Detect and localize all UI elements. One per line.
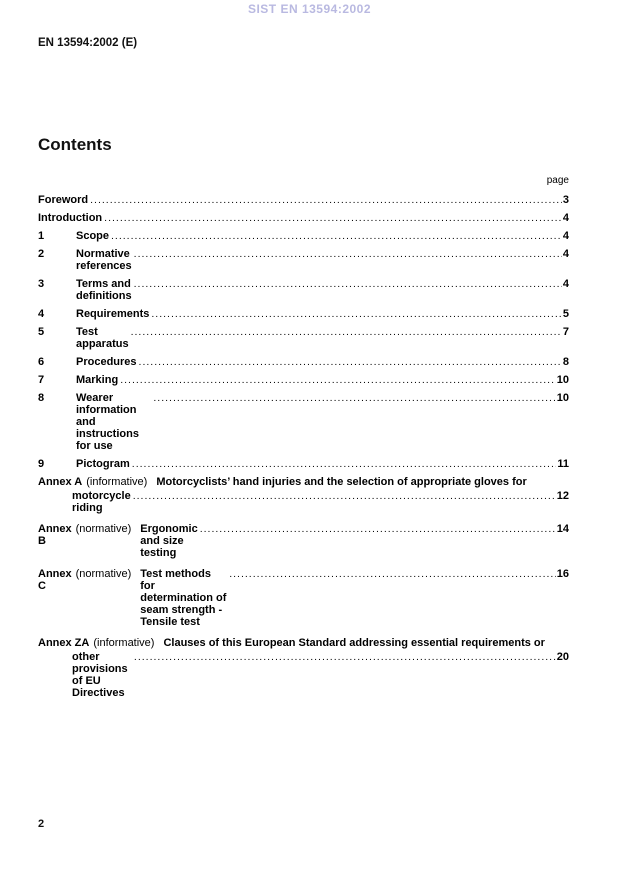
toc-entry-number: 9 xyxy=(38,458,45,470)
toc-entry-title: Test apparatus xyxy=(76,326,129,350)
toc-entry-qualifier: (informative) xyxy=(93,637,155,649)
toc-entry-title: Scope xyxy=(76,230,110,242)
toc-entry xyxy=(38,458,569,470)
toc-entry xyxy=(38,568,569,628)
toc-entry xyxy=(38,637,569,699)
toc-entry-title-continuation: motorcycle riding xyxy=(72,490,131,514)
toc-entry-title: Clauses of this European Standard addressing essential requirements or xyxy=(163,637,545,649)
toc-entry-annex-prefix: Annex A xyxy=(38,476,83,488)
toc-entry-title: Test methods for determination of seam strength - Tensile test xyxy=(140,568,227,628)
dotted-leader xyxy=(134,651,556,663)
contents-heading: Contents xyxy=(38,135,112,154)
toc-entry-number: 6 xyxy=(38,356,45,368)
document-reference: EN 13594:2002 (E) xyxy=(38,37,138,49)
toc-entry xyxy=(38,230,569,242)
toc-entry-page: 3 xyxy=(562,194,569,206)
toc-entry xyxy=(38,476,569,514)
table-of-contents xyxy=(38,175,569,708)
toc-entry-page: 4 xyxy=(562,278,569,290)
dotted-leader xyxy=(111,230,562,242)
toc-entry xyxy=(38,308,569,320)
toc-entry xyxy=(38,374,569,386)
toc-entry xyxy=(38,392,569,452)
toc-entry-page: 14 xyxy=(556,523,569,535)
toc-entry-number: 2 xyxy=(38,248,45,260)
watermark-standard-id: SIST EN 13594:2002 xyxy=(247,2,372,16)
dotted-leader xyxy=(139,356,562,368)
toc-entry-title: Marking xyxy=(76,374,119,386)
dotted-leader xyxy=(132,458,557,470)
toc-entry-number: 3 xyxy=(38,278,45,290)
dotted-leader xyxy=(90,194,562,206)
toc-entry xyxy=(38,356,569,368)
toc-entry-number: 5 xyxy=(38,326,45,338)
toc-entry-qualifier: (normative) xyxy=(75,568,132,580)
toc-entry-title: Procedures xyxy=(76,356,137,368)
page-column-label: page xyxy=(546,175,569,186)
toc-entry xyxy=(38,278,569,302)
toc-entry-title: Normative references xyxy=(76,248,132,272)
toc-entry-title: Pictogram xyxy=(76,458,130,470)
toc-entry xyxy=(38,326,569,350)
toc-entry-page: 5 xyxy=(562,308,569,320)
dotted-leader xyxy=(200,523,556,535)
dotted-leader xyxy=(131,326,562,338)
toc-entry-annex-prefix: Annex C xyxy=(38,568,72,592)
toc-entry-number: 8 xyxy=(38,392,45,404)
toc-entry-page: 20 xyxy=(556,651,569,663)
dotted-leader xyxy=(134,248,562,260)
toc-entry xyxy=(38,212,569,224)
toc-entry-title: Introduction xyxy=(38,212,103,224)
toc-entry-number: 1 xyxy=(38,230,45,242)
toc-entry xyxy=(38,248,569,272)
dotted-leader xyxy=(104,212,562,224)
dotted-leader xyxy=(133,490,556,502)
toc-entry-page: 10 xyxy=(556,392,569,404)
toc-entry-first-line xyxy=(38,476,569,488)
toc-entry-annex-prefix: Annex ZA xyxy=(38,637,90,649)
toc-entry-page: 8 xyxy=(562,356,569,368)
dotted-leader xyxy=(120,374,556,386)
toc-entry-first-line xyxy=(38,637,569,649)
toc-entry-page: 16 xyxy=(556,568,569,580)
dotted-leader xyxy=(229,568,556,580)
toc-entry-annex-prefix: Annex B xyxy=(38,523,72,547)
dotted-leader xyxy=(134,278,562,290)
dotted-leader xyxy=(151,308,562,320)
toc-entry-title: Wearer information and instructions for use xyxy=(76,392,139,452)
toc-entry xyxy=(38,194,569,206)
toc-entry-qualifier: (informative) xyxy=(86,476,148,488)
toc-entry-title: Foreword xyxy=(38,194,89,206)
footer-page-number: 2 xyxy=(38,818,45,830)
toc-entry xyxy=(38,523,569,559)
toc-entry-title: Terms and definitions xyxy=(76,278,132,302)
toc-entry-number: 7 xyxy=(38,374,45,386)
toc-entry-page: 7 xyxy=(562,326,569,338)
toc-entry-page: 4 xyxy=(562,230,569,242)
toc-entry-page: 11 xyxy=(557,458,569,470)
toc-entry-page: 10 xyxy=(556,374,569,386)
toc-entry-title: Ergonomic and size testing xyxy=(140,523,198,559)
toc-entry-page: 4 xyxy=(562,212,569,224)
toc-entry-title: Motorcyclists’ hand injuries and the selection of appropriate gloves for xyxy=(156,476,527,488)
toc-entry-continuation-line xyxy=(38,651,569,699)
toc-list xyxy=(38,194,569,699)
toc-entry-title-continuation: other provisions of EU Directives xyxy=(72,651,128,699)
toc-entry-page: 4 xyxy=(562,248,569,260)
dotted-leader xyxy=(153,392,555,404)
toc-entry-qualifier: (normative) xyxy=(75,523,132,535)
toc-entry-title: Requirements xyxy=(76,308,150,320)
toc-entry-page: 12 xyxy=(556,490,569,502)
toc-entry-continuation-line xyxy=(38,490,569,514)
toc-entry-number: 4 xyxy=(38,308,45,320)
